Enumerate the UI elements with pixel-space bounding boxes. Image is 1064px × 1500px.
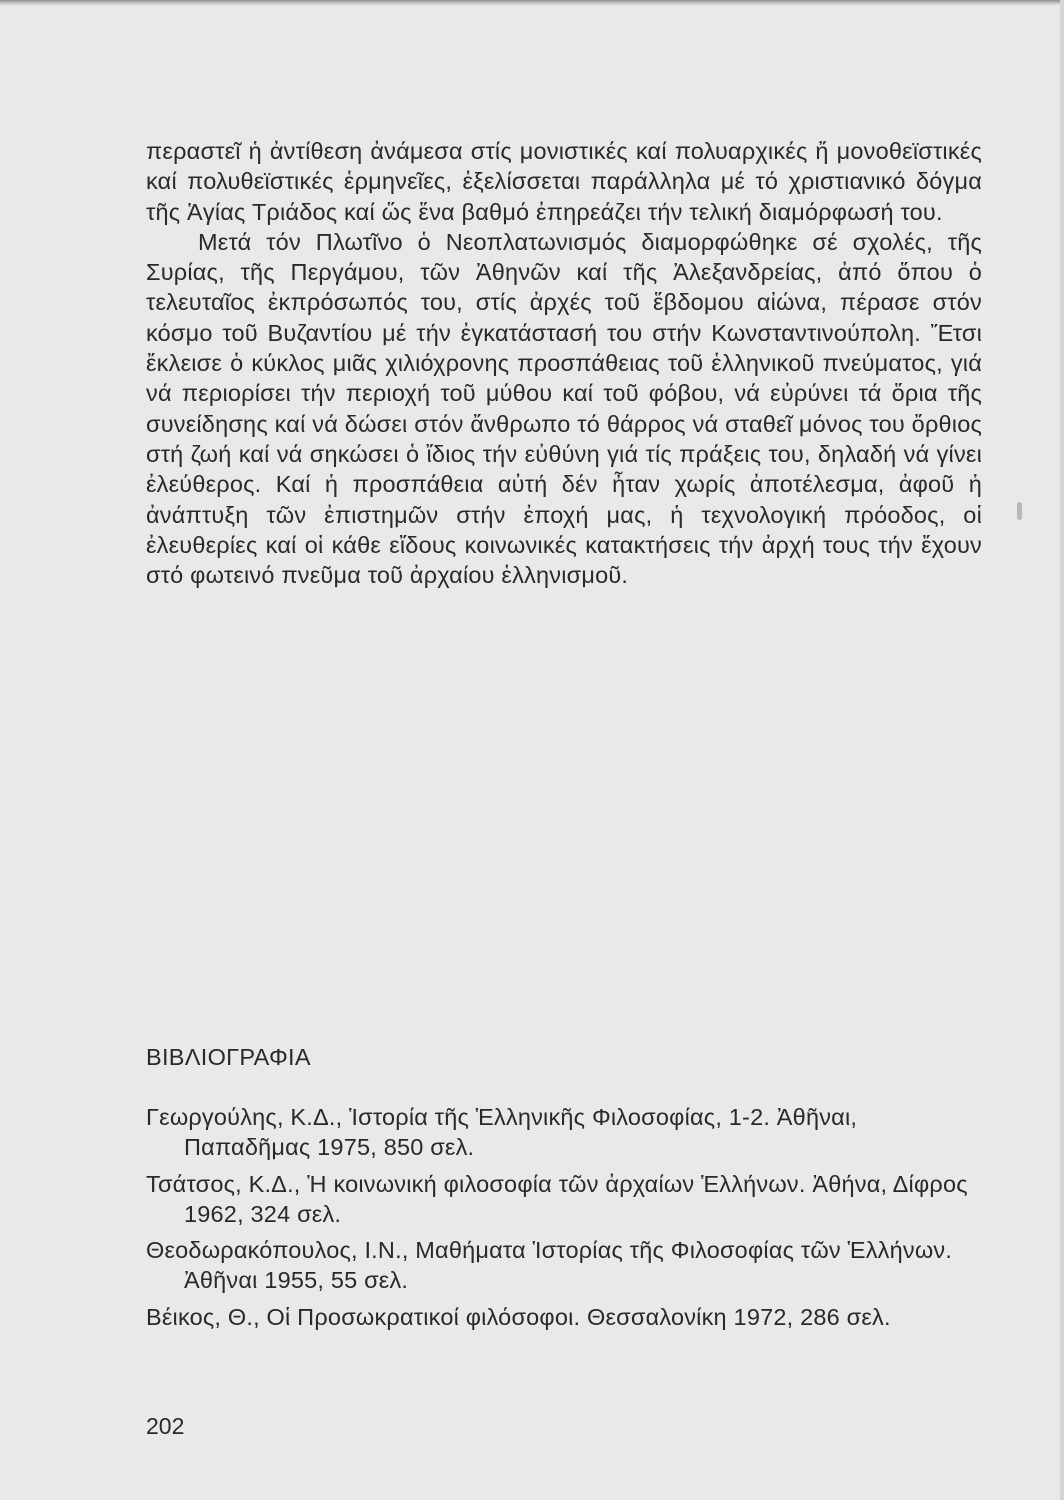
bibliography-entry: Γεωργούλης, Κ.Δ., Ἱστορία τῆς Ἑλληνικῆς Φιλοσοφίας, 1-2. Ἀθῆναι, Παπαδῆμας 1975, 850 σελ. — [146, 1104, 858, 1161]
scan-speck — [1017, 502, 1022, 520]
bibliography-entry: Τσάτσος, Κ.Δ., Ἡ κοινωνική φιλοσοφία τῶν ἀρχαίων Ἑλλήνων. Ἀθήνα, Δίφρος 1962, 324 σελ. — [146, 1170, 968, 1227]
bibliography-heading: ΒΙΒΛΙΟΓΡΑΦΙΑ — [146, 1044, 311, 1070]
page-top-edge — [0, 0, 1064, 6]
paragraph-2: Μετά τόν Πλωτῖνο ὁ Νεοπλατωνισμός διαμορφώθηκε σέ σχολές, τῆς Συρίας, τῆς Περγάμου, τῶν Ἀθηνῶν καί τῆς Ἀλεξανδρείας, ἀπό ὅπου ὁ τελευταῖος ἐκπρόσωπός του, στίς ἀρχές τοῦ ἕβδομου αἰώνα, πέρασε στόν κόσμο τοῦ Βυζαντίου μέ τήν ἐγκατάστασή του στήν Κωνσταντινούπολη. Ἔτσι ἔκλεισε ὁ κύκλος μιᾶς χιλιόχρονης προσπάθειας τοῦ ἑλληνικοῦ πνεύματος, γιά νά περιορίσει τήν περιοχή τοῦ μύθου καί τοῦ φόβου, νά εὐρύνει τά ὅρια τῆς συνείδησης καί νά δώσει στόν ἄνθρωπο τό θάρρος νά σταθεῖ μόνος του ὄρθιος στή ζωή καί νά σηκώσει ὁ ἴδιος τήν εὐθύνη γιά τίς πράξεις του, δηλαδή νά γίνει ἐλεύθερος. Καί ἡ προσπάθεια αὐτή δέν ἦταν χωρίς ἀποτέλεσμα, ἀφοῦ ἡ ἀνάπτυξη τῶν ἐπιστημῶν στήν ἐποχή μας, ἡ τεχνολογική πρόοδος, οἱ ἐλευθερίες καί οἱ κάθε εἴδους κοινωνικές κατακτήσεις τήν ἀρχή τους τήν ἔχουν στό φωτεινό πνεῦμα τοῦ ἀρχαίου ἑλληνισμοῦ. — [146, 228, 982, 589]
paragraph-1: περαστεῖ ἡ ἀντίθεση ἀνάμεσα στίς μονιστικές καί πολυαρχικές ἤ μονοθεϊστικές καί πολυθεϊστικές ἑρμηνεῖες, ἐξελίσσεται παράλληλα μέ τό χριστιανικό δόγμα τῆς Ἁγίας Τριάδος καί ὥς ἕνα βαθμό ἐπηρεάζει τήν τελική διαμόρφωσή του. — [146, 138, 982, 225]
body-text — [146, 136, 982, 590]
page-right-edge — [1060, 0, 1064, 1500]
page-number: 202 — [146, 1413, 185, 1439]
bibliography-list — [146, 1102, 982, 1338]
bibliography-entry: Βέικος, Θ., Οἱ Προσωκρατικοί φιλόσοφοι. Θεσσαλονίκη 1972, 286 σελ. — [146, 1303, 891, 1330]
bibliography-entry: Θεοδωρακόπουλος, Ι.Ν., Μαθήματα Ἱστορίας τῆς Φιλοσοφίας τῶν Ἑλλήνων. Ἀθῆναι 1955, 55 σελ. — [146, 1237, 953, 1294]
